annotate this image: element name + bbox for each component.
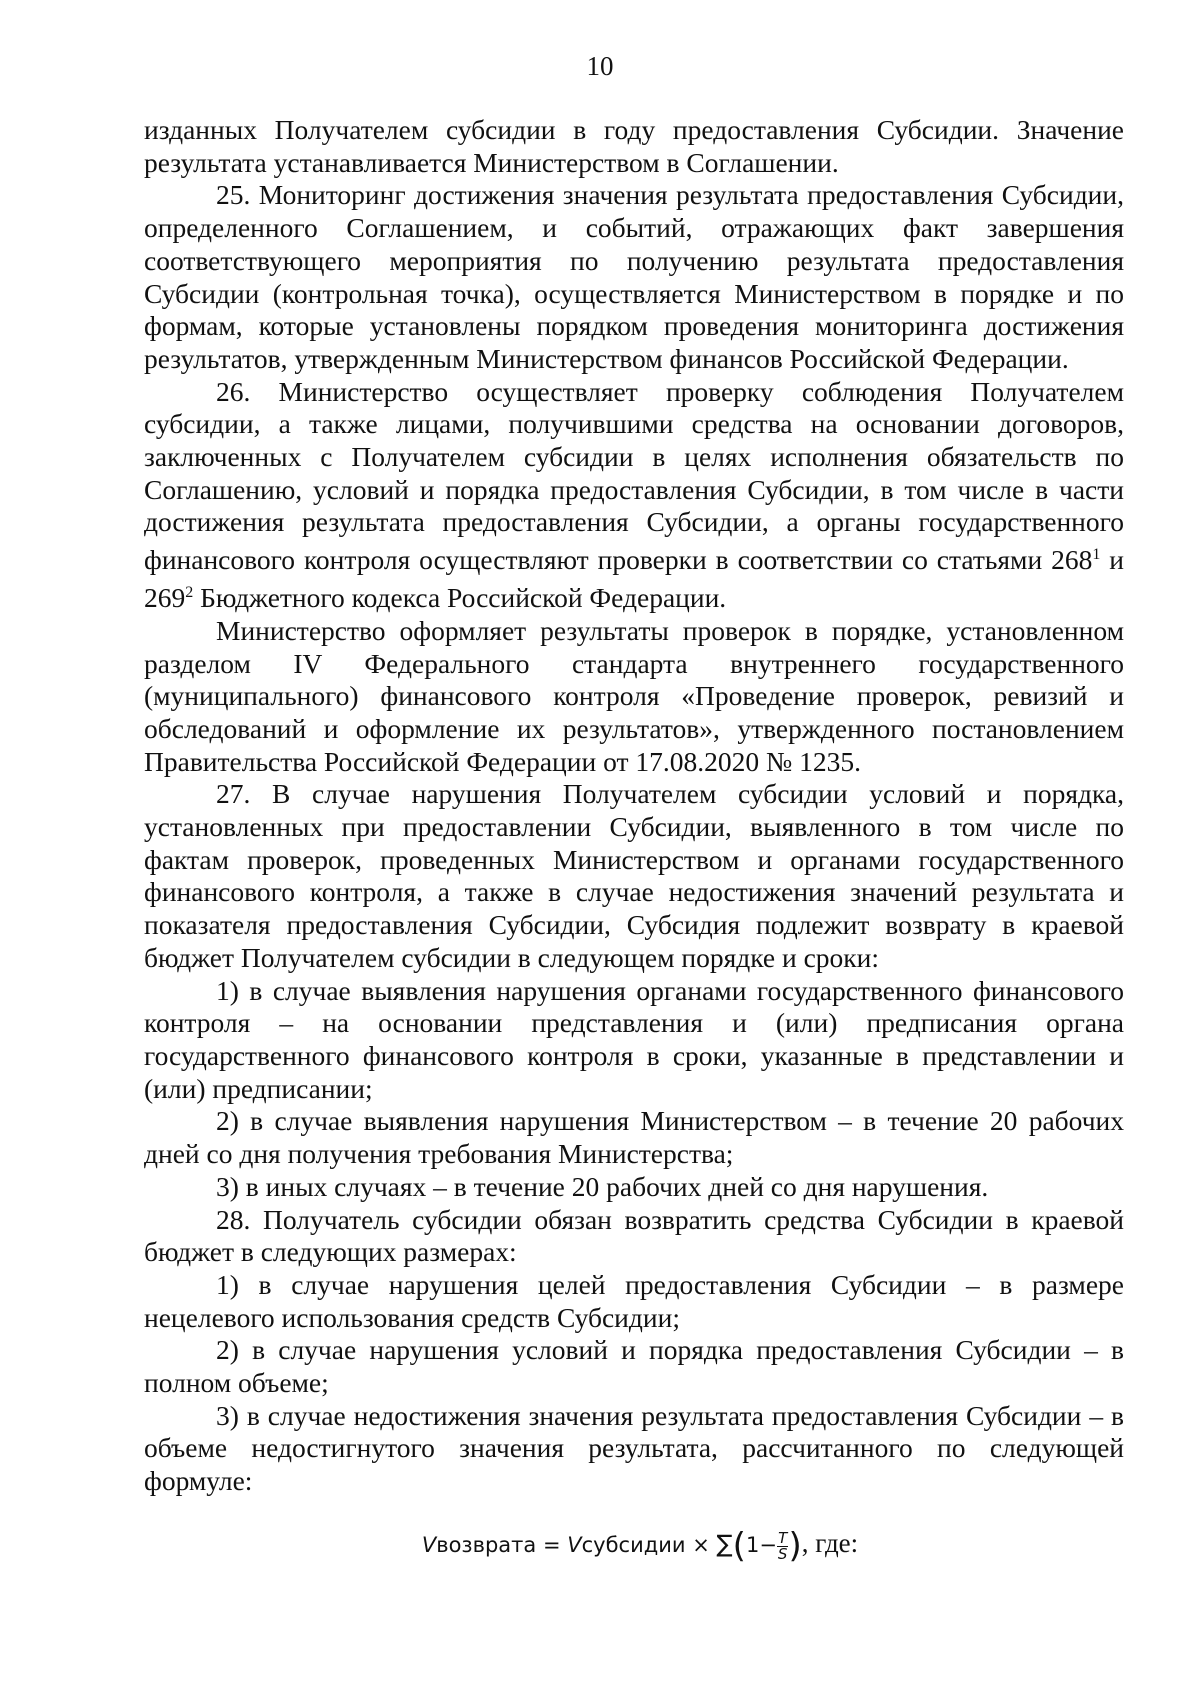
body-text: [144, 114, 1124, 1498]
paragraph-27-item-1: 1) в случае выявления нарушения органами государственного финансового контроля – на основании представления и (или) предписания органа государственного финансового контроля в сроки, указанные в представлении и (или) предписании;: [144, 974, 1124, 1104]
refund-formula: [0, 1523, 1200, 1565]
formula-right-paren: ): [788, 1526, 802, 1566]
paragraph-28: 28. Получатель субсидии обязан возвратить средства Субсидии в краевой бюджет в следующих размерах:: [144, 1203, 1124, 1268]
formula-equals: =: [536, 1533, 568, 1557]
paragraph-27-item-2: 2) в случае выявления нарушения Министерством – в течение 20 рабочих дней со дня получения требования Министерства;: [144, 1105, 1124, 1170]
formula-where: , где:: [801, 1528, 859, 1558]
page-number: 10: [586, 51, 614, 81]
formula-sub-refund: возврата: [436, 1533, 537, 1557]
paragraph-27: 27. В случае нарушения Получателем субсидии условий и порядка, установленных при предоставлении Субсидии, выявленного в том числе по фактам проверок, проведенных Министерством и органами государственного финансового контроля, а также в случае недостижения значений результата и показателя предоставления Субсидии, Субсидия подлежит возврату в краевой бюджет Получателем субсидии в следующем порядке и сроки:: [144, 778, 1124, 973]
superscript-268: 1: [1092, 546, 1101, 564]
formula-denominator: S: [777, 1544, 788, 1563]
paragraph-27-item-3: 3) в иных случаях – в течение 20 рабочих дней со дня нарушения.: [216, 1170, 989, 1202]
paragraph-28-item-3: 3) в случае недостижения значения результата предоставления Субсидии – в объеме недостигнутого значения результата, рассчитанного по следующей формуле:: [144, 1399, 1124, 1497]
formula-v-refund: V: [421, 1533, 437, 1557]
formula-one: 1: [745, 1533, 760, 1557]
paragraph-28-item-2: 2) в случае нарушения условий и порядка предоставления Субсидии – в полном объеме;: [144, 1334, 1124, 1399]
paragraph-26-text-end: Бюджетного кодекса Российской Федерации.: [193, 582, 727, 614]
formula-left-paren: (: [732, 1526, 746, 1566]
formula-minus: −: [759, 1533, 777, 1557]
paragraph-26-text-cont: и 269: [144, 544, 1125, 614]
paragraph-26-text: 26. Министерство осуществляет проверку соблюдения Получателем субсидии, а также лицами, получившими средства на основании договоров, заключенных с Получателем субсидии в целях исполнения обязательств по Соглашению, условий и порядка предоставления Субсидии, в том числе в части достижения результата предоставления Субсидии, а органы государственного финансового контроля осуществляют проверки в соответствии со статьями 268: [144, 375, 1124, 576]
paragraph-continuation: изданных Получателем субсидии в году предоставления Субсидии. Значение результата устанавливается Министерством в Соглашении.: [144, 114, 1124, 178]
paragraph-28-item-1: 1) в случае нарушения целей предоставления Субсидии – в размере нецелевого использования средств Субсидии;: [144, 1268, 1124, 1333]
paragraph-25: 25. Мониторинг достижения значения результата предоставления Субсидии, определенного Соглашением, и событий, отражающих факт завершения соответствующего мероприятия по получению результата предоставления Субсидии (контрольная точка), осуществляется Министерством в порядке и по формам, которые установлены порядком проведения мониторинга достижения результатов, утвержденным Министерством финансов Российской Федерации.: [144, 179, 1124, 374]
formula-fraction: [777, 1528, 789, 1563]
formula-sub-subsidy: субсидии: [581, 1533, 686, 1557]
paragraph-26: [144, 376, 1124, 615]
formula-times: ×: [685, 1533, 717, 1557]
formula-numerator: T: [778, 1528, 788, 1547]
sum-icon: ∑: [716, 1530, 733, 1558]
formula-v-subsidy: V: [567, 1533, 582, 1557]
paragraph-ministry-results: Министерство оформляет результаты проверок в порядке, установленном разделом IV Федерального стандарта внутреннего государственного (муниципального) финансового контроля «Проведение проверок, ревизий и обследований и оформление их результатов», утвержденного постановлением Правительства Российской Федерации от 17.08.2020 № 1235.: [144, 614, 1124, 777]
superscript-269: 2: [185, 584, 194, 601]
